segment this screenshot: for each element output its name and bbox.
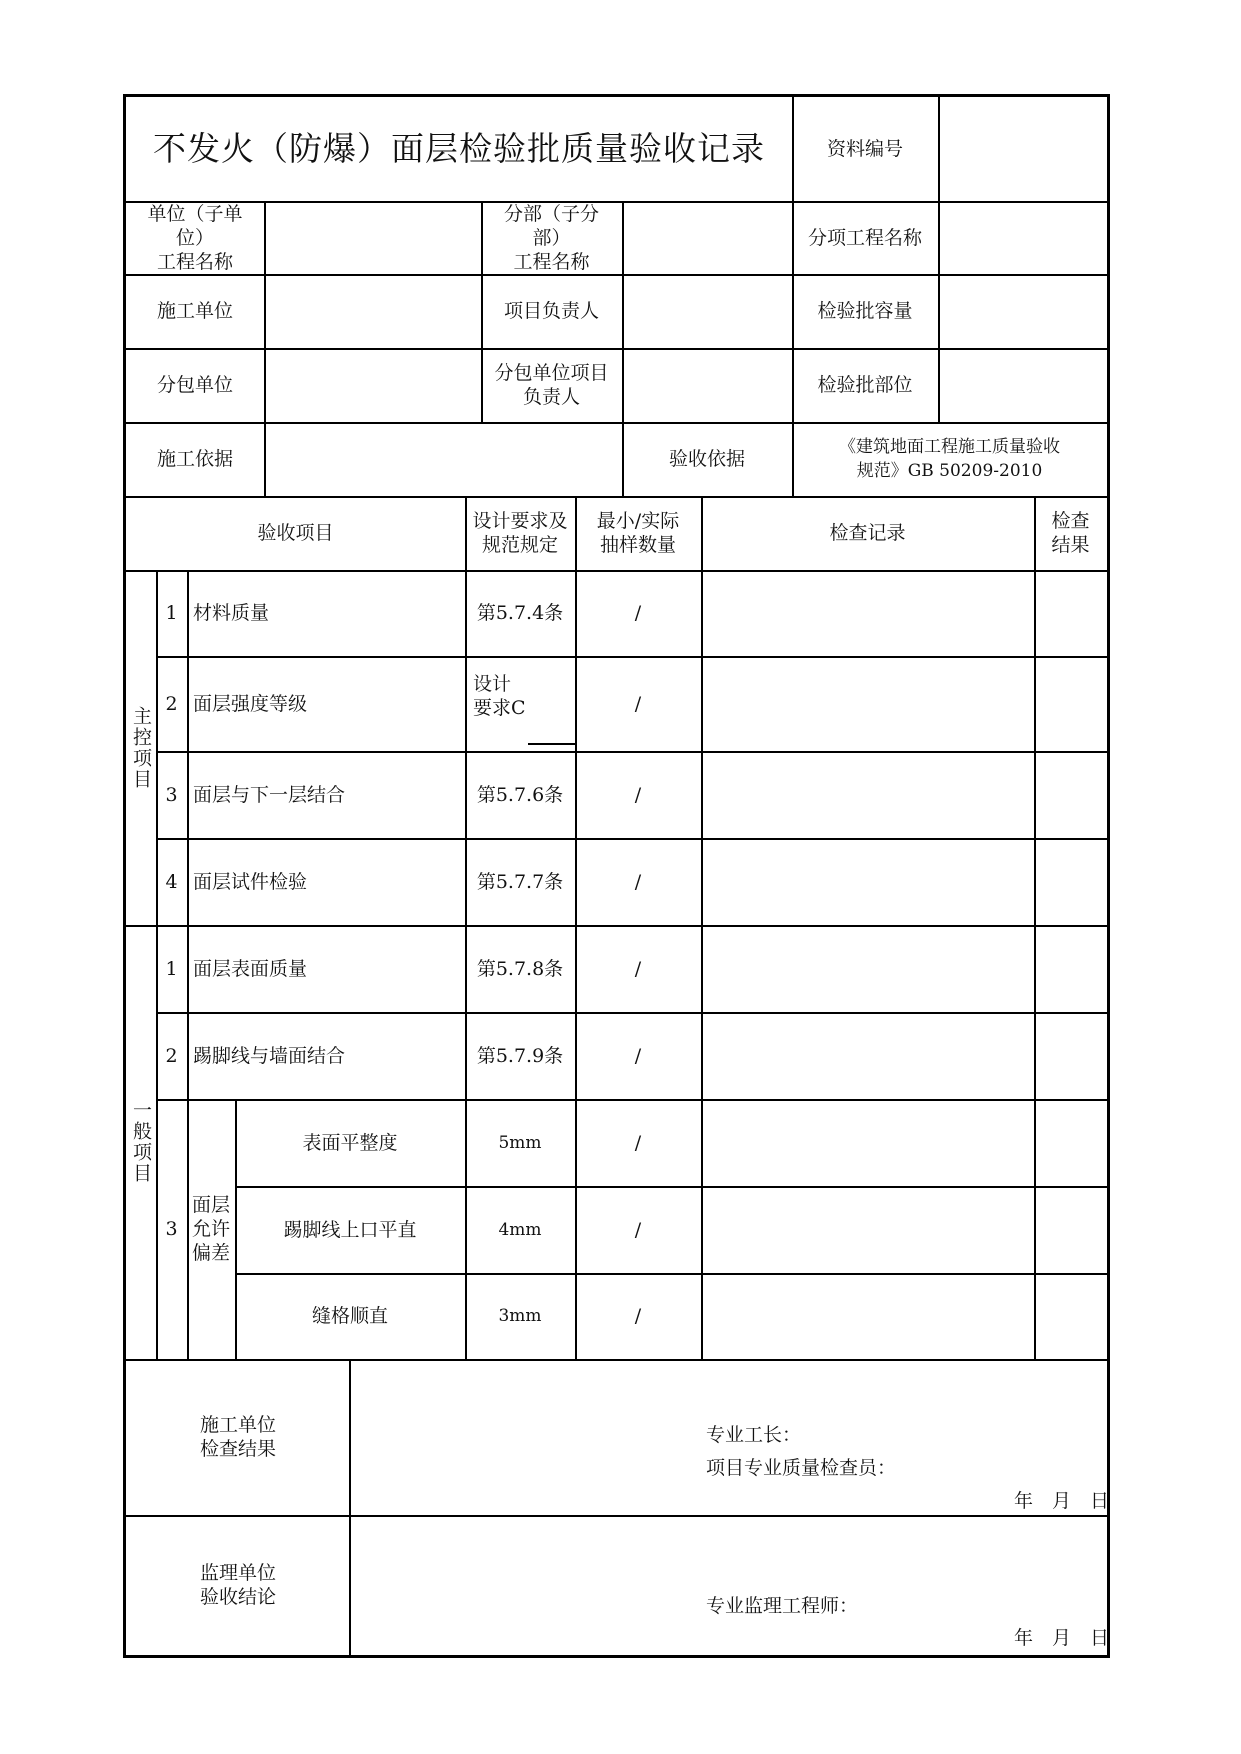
batch-capacity-label: 检验批容量 xyxy=(817,300,913,322)
item-sample-qty: / xyxy=(634,1044,642,1067)
item-design-req: 第5.7.4条 xyxy=(476,602,564,624)
item-design-req: 设计 要求C xyxy=(473,673,526,719)
general-group-label: 一般项目 xyxy=(130,1100,152,1184)
subcontract-leader-label: 分包单位项目 负责人 xyxy=(494,362,609,408)
item-number: 4 xyxy=(165,870,178,893)
doc-number-value[interactable] xyxy=(938,97,1107,201)
item-name: 踢脚线与墙面结合 xyxy=(193,1044,346,1067)
supervision-date-day: 日 xyxy=(1090,1627,1110,1649)
supervision-date-month: 月 xyxy=(1052,1627,1072,1649)
item-name: 面层强度等级 xyxy=(193,692,308,715)
construction-basis-value[interactable] xyxy=(264,422,622,496)
item-design-req: 第5.7.8条 xyxy=(476,957,564,980)
acceptance-basis-value: 《建筑地面工程施工质量验收 规范》GB 50209-2010 xyxy=(839,437,1060,481)
item-name: 面层试件检验 xyxy=(193,870,308,893)
subcontract-leader-value[interactable] xyxy=(622,348,792,422)
acceptance-basis-label: 验收依据 xyxy=(668,448,745,470)
batch-capacity-value[interactable] xyxy=(938,274,1107,348)
col-header-result: 检查 结果 xyxy=(1051,510,1090,556)
item-name: 面层与下一层结合 xyxy=(193,783,346,806)
item-number: 3 xyxy=(165,783,178,806)
item-number: 2 xyxy=(165,1044,178,1067)
sub-project-name-value[interactable] xyxy=(622,201,792,274)
project-leader-value[interactable] xyxy=(622,274,792,348)
quality-inspector-signature-label: 项目专业质量检查员： xyxy=(706,1457,897,1479)
deviation-item-tolerance: 4mm xyxy=(498,1219,542,1240)
item-sample-qty: / xyxy=(634,957,642,980)
deviation-item-name: 缝格顺直 xyxy=(311,1305,388,1327)
doc-number-label: 资料编号 xyxy=(826,138,903,160)
construction-unit-value[interactable] xyxy=(264,274,481,348)
item-sample-qty: / xyxy=(634,692,642,715)
construction-basis-label: 施工依据 xyxy=(156,448,233,470)
deviation-item-sample-qty: / xyxy=(634,1218,642,1241)
item-number: 3 xyxy=(165,1218,178,1240)
deviation-item-sample-qty: / xyxy=(634,1305,642,1327)
construction-unit-label: 施工单位 xyxy=(156,300,233,322)
supervisor-signature-label: 专业监理工程师： xyxy=(706,1595,859,1617)
deviation-group-label: 面层 允许 偏差 xyxy=(191,1194,230,1264)
col-divider xyxy=(349,1359,351,1658)
batch-location-value[interactable] xyxy=(938,348,1107,422)
col-header-sample-qty: 最小/实际 抽样数量 xyxy=(596,510,680,556)
subcontract-unit-value[interactable] xyxy=(264,348,481,422)
item-number: 2 xyxy=(165,692,178,715)
batch-location-label: 检验批部位 xyxy=(817,374,913,396)
col-header-design-req: 设计要求及 规范规定 xyxy=(472,510,568,556)
check-date-day: 日 xyxy=(1090,1490,1110,1512)
deviation-item-tolerance: 3mm xyxy=(498,1306,542,1326)
main-control-group-label: 主控项目 xyxy=(130,705,152,790)
item-number: 1 xyxy=(165,602,178,624)
item-sample-qty: / xyxy=(634,870,642,893)
sub-project-name-label: 分部（子分 部） 工程名称 xyxy=(503,202,599,273)
item-name: 面层表面质量 xyxy=(193,957,308,980)
unit-project-name-value[interactable] xyxy=(264,201,481,274)
check-date-month: 月 xyxy=(1052,1490,1072,1512)
deviation-item-name: 表面平整度 xyxy=(302,1131,398,1154)
item-design-req: 第5.7.9条 xyxy=(476,1044,564,1067)
foreman-signature-label: 专业工长： xyxy=(706,1424,802,1446)
item-design-req: 第5.7.6条 xyxy=(476,783,564,806)
project-leader-label: 项目负责人 xyxy=(503,300,599,322)
unit-project-name-label: 单位（子单 位） 工程名称 xyxy=(147,202,243,273)
subcontract-unit-label: 分包单位 xyxy=(156,374,233,396)
item-design-req: 第5.7.7条 xyxy=(476,870,564,893)
supervision-date-year: 年 xyxy=(1014,1627,1034,1649)
deviation-item-sample-qty: / xyxy=(634,1131,642,1154)
item-name: 材料质量 xyxy=(193,602,270,624)
deviation-item-name: 踢脚线上口平直 xyxy=(283,1218,417,1241)
construction-check-label: 施工单位 检查结果 xyxy=(200,1414,277,1460)
supervision-conclusion-label: 监理单位 验收结论 xyxy=(200,1562,277,1608)
col-divider xyxy=(1034,496,1036,1359)
deviation-item-tolerance: 5mm xyxy=(498,1132,542,1153)
check-date-year: 年 xyxy=(1014,1490,1034,1512)
page-title: 不发火（防爆）面层检验批质量验收记录 xyxy=(153,129,765,168)
col-header-item: 验收项目 xyxy=(257,522,334,544)
item-number: 1 xyxy=(165,957,178,980)
col-divider xyxy=(701,496,703,1359)
item-sample-qty: / xyxy=(634,783,642,806)
item-project-name-label: 分项工程名称 xyxy=(807,226,922,249)
item-project-name-value[interactable] xyxy=(938,201,1107,274)
col-header-record: 检查记录 xyxy=(829,522,906,544)
item-sample-qty: / xyxy=(634,602,642,624)
strength-grade-blank xyxy=(528,743,575,745)
